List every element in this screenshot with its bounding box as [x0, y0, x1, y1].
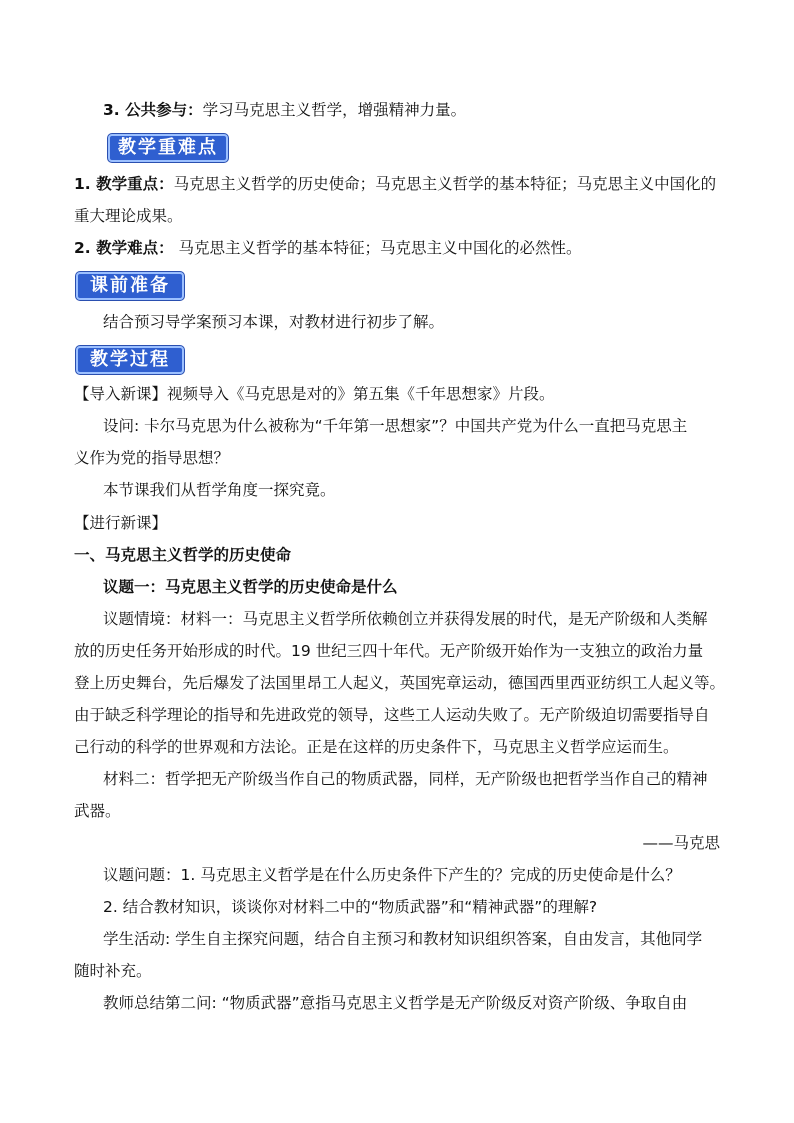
question-line: 2. 结合教材知识，谈谈你对材料二中的“物质武器”和“精神武器”的理解? [103, 898, 598, 916]
topic-1: 议题一：马克思主义哲学的历史使命是什么 [103, 578, 398, 596]
summary-line: 教师总结第二问: “物质武器”意指马克思主义哲学是无产阶级反对资产阶级、争取自由 [103, 994, 688, 1012]
new-lesson-label: 【进行新课】 [74, 514, 168, 532]
key-point-1-cont: 重大理论成果。 [74, 207, 183, 225]
activity-line: 学生活动: 学生自主探究问题，结合自主预习和教材知识组织答案，自由发言，其他同学 [103, 930, 703, 948]
key-point-2: 2. 教学难点： 马克思主义哲学的基本特征；马克思主义中国化的必然性。 [74, 239, 582, 257]
material-1-line: 己行动的科学的世界观和方法论。正是在这样的历史条件下，马克思主义哲学应运而生。 [74, 738, 679, 756]
material-2-line: 材料二：哲学把无产阶级当作自己的物质武器，同样，无产阶级也把哲学当作自己的精神 [103, 770, 708, 788]
intro-question-2: 义作为党的指导思想？ [74, 449, 230, 467]
intro-question-3: 本节课我们从哲学角度一探究竟。 [103, 481, 336, 499]
section-badge-preparation: 课前准备 [76, 272, 184, 300]
heading-1: 一、马克思主义哲学的历史使命 [74, 546, 292, 564]
activity-line: 随时补充。 [74, 962, 152, 980]
material-2-line: 武器。 [74, 802, 121, 820]
attribution: ——马克思 [642, 834, 720, 852]
preparation-text: 结合预习导学案预习本课，对教材进行初步了解。 [103, 313, 445, 331]
intro-line: 【导入新课】视频导入《马克思是对的》第五集《千年思想家》片段。 [74, 385, 555, 403]
material-1-line: 由于缺乏科学理论的指导和先进政党的领导，这些工人运动失败了。无产阶级迫切需要指导自 [74, 706, 710, 724]
material-1-line: 放的历史任务开始形成的时代。19 世纪三四十年代。无产阶级开始作为一支独立的政治力量 [74, 642, 704, 660]
key-point-1: 1. 教学重点：马克思主义哲学的历史使命；马克思主义哲学的基本特征；马克思主义中国化的 [74, 175, 717, 193]
material-1-line: 议题情境：材料一：马克思主义哲学所依赖创立并获得发展的时代，是无产阶级和人类解 [103, 610, 708, 628]
section-badge-key-points: 教学重难点 [108, 134, 228, 162]
objective-3: 3. 公共参与：学习马克思主义哲学，增强精神力量。 [103, 101, 467, 119]
material-1-line: 登上历史舞台，先后爆发了法国里昂工人起义，英国宪章运动，德国西里西亚纺织工人起义等。 [74, 674, 726, 692]
question-line: 议题问题：1. 马克思主义哲学是在什么历史条件下产生的？完成的历史使命是什么？ [103, 866, 681, 884]
intro-question-1: 设问: 卡尔马克思为什么被称为“千年第一思想家”？中国共产党为什么一直把马克思主 [103, 417, 688, 435]
section-badge-process: 教学过程 [76, 346, 184, 374]
